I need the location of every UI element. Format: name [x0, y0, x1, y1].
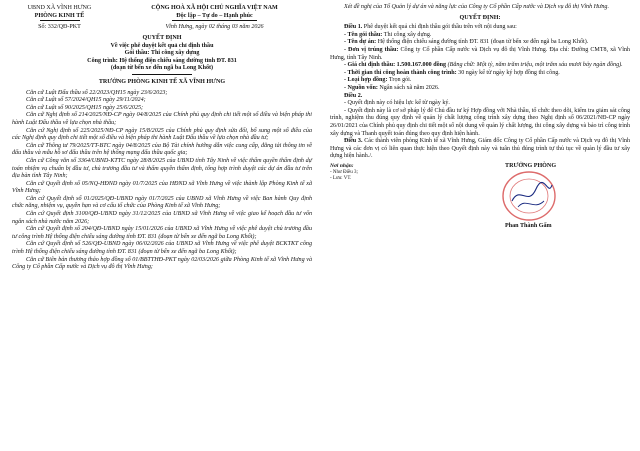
- article-1-text: Phê duyệt kết quả chỉ định thầu gói thầu trên với nội dung sau:: [362, 24, 517, 31]
- article-1-item: [330, 85, 630, 93]
- item-label: - Thời gian thi công hoàn thành công trình:: [344, 69, 457, 76]
- legal-ground-item: Căn cứ Luật Đấu thầu số 22/2023/QH15 ngày 23/6/2023;: [26, 89, 168, 96]
- document-number: Số: 332/QĐ-PKT: [38, 24, 81, 30]
- document-header: [12, 4, 312, 31]
- right-column: [330, 4, 630, 241]
- nation-title: CỘNG HOÀ XÃ HỘI CHỦ NGHĨA VIỆT NAM: [151, 5, 278, 11]
- legal-ground-item: Căn cứ Luật số 90/2025/QH15 ngày 25/6/2025;: [26, 104, 144, 111]
- official-stamp: [498, 167, 560, 225]
- recipients-heading: Nơi nhận:: [330, 162, 354, 169]
- legal-ground-item: Căn cứ Công văn số 3364/UBND-KTTC ngày 28/8/2025 của UBND tỉnh Tây Ninh về việc thẩm quyền thẩm định dự toán nhiệm vụ chuẩn bị đầu tư, chủ trương đầu tư và thẩm quyền thẩm định, tổng hợp trình duyệt các dự án đầu tư trên địa bàn tỉnh Tây Ninh;: [12, 157, 312, 180]
- item-label: - Loại hợp đồng:: [344, 77, 388, 84]
- legal-ground-item: Căn cứ Quyết định 3100/QĐ-UBND ngày 31/12/2025 của UBND xã Vĩnh Hưng về việc giao kế hoạch đầu tư vốn ngân sách nhà nước năm 2026;: [12, 211, 312, 225]
- item-label: - Nguồn vốn:: [344, 84, 378, 91]
- article-3-text: Các thành viên phòng Kinh tế xã Vĩnh Hưng, Giám đốc Công ty Cổ phần Cấp nước và Dịch vụ đô thị Vĩnh Hưng và các đơn vị có liên quan thực hiện theo Quyết định này và tuân thủ đúng trình tự thủ tục về quản lý đầu tư xây dựng hiện hành./.: [330, 138, 631, 160]
- item-label: - Tên gói thầu:: [344, 31, 383, 38]
- item-label: - Giá chỉ định thầu: 1.500.167.000 đồng: [344, 62, 447, 69]
- legal-grounds: [12, 90, 312, 272]
- item-value: Thi công xây dựng.: [382, 31, 432, 38]
- decision-subtitle-3: Công trình: Hệ thống điện chiếu sáng đường tỉnh ĐT. 831: [87, 57, 237, 64]
- item-label: - Đơn vị trúng thầu:: [344, 46, 399, 53]
- signer-title: TRƯỞNG PHÒNG: [505, 162, 557, 169]
- motto-underline: [172, 20, 257, 21]
- legal-ground-item: Căn cứ Luật số 57/2024/QH15 ngày 29/11/2024;: [26, 97, 146, 104]
- nation-motto: Độc lập – Tự do – Hạnh phúc: [176, 13, 253, 19]
- article-2-para-1: - Quyết định này có hiệu lực kể từ ngày ký.: [344, 100, 450, 107]
- legal-ground-item: Căn cứ Quyết định số 204/QĐ-UBND ngày 15/01/2026 của UBND xã Vĩnh Hưng về việc phê duyệt chủ trương đầu tư công trình Hệ thống điện chiếu sáng đường tỉnh ĐT. 831 (đoạn từ bến xe đến ngã ba Long Khốt);: [12, 226, 312, 240]
- item-value: Hệ thống điện chiếu sáng đường tỉnh ĐT. 831 (đoạn từ bến xe đến ngã ba Long Khốt).: [376, 39, 589, 46]
- article-1-lead: Điều 1.: [344, 24, 363, 31]
- decision-subtitle-4: (đoạn từ bến xe đến ngã ba Long Khốt): [110, 65, 214, 72]
- signature-block: [330, 161, 630, 241]
- item-value: (Bằng chữ: Một tỷ, năm trăm triệu, một trăm sáu mươi bảy ngàn đồng).: [446, 62, 623, 69]
- decision-subtitle-2: Gói thầu: Thi công xây dựng: [124, 50, 200, 57]
- item-value: Công ty Cổ phần Cấp nước và Dịch vụ đô thị Vĩnh Hưng. Địa chỉ: Đường CMT8, xã Vĩnh Hưng, tỉnh Tây Ninh.: [330, 46, 630, 61]
- national-header: [117, 4, 312, 31]
- article-1: [330, 24, 630, 32]
- article-1-item: [330, 39, 630, 47]
- article-1-item: [330, 77, 630, 85]
- org-underline: [40, 20, 80, 21]
- issuing-organization: [12, 4, 107, 31]
- recipient-item: - Lưu: VT.: [330, 176, 352, 182]
- decision-heading: QUYẾT ĐỊNH:: [459, 14, 501, 21]
- item-value: Ngân sách xã năm 2026.: [377, 84, 440, 91]
- recipient-item: - Như Điều 3;: [330, 170, 358, 176]
- article-3-lead: Điều 3.: [344, 138, 363, 145]
- legal-ground-item: Căn cứ Nghị định số 225/2025/NĐ-CP ngày 15/8/2025 của Chính phủ quy định sửa đổi, bổ sung một số điều của các Nghị định quy định chi tiết một số điều và biện pháp thi hành Luật Đấu thầu về lựa chọn nhà đầu tư;: [12, 127, 312, 142]
- recipients: [330, 163, 358, 183]
- legal-ground-item: Căn cứ Nghị định số 214/2025/NĐ-CP ngày 04/8/2025 của Chính phủ quy định chi tiết một số điều và biện pháp thi hành Luật Đấu thầu về lựa chọn nhà thầu;: [12, 112, 312, 126]
- legal-ground-item: Căn cứ Biên bản thương thảo hợp đồng số 01/BBTTHĐ-PKT ngày 02/03/2026 giữa Phòng Kinh tế xã Vĩnh Hưng và Công ty Cổ phần Cấp nước và Dịch vụ đô thị Vĩnh Hưng;: [12, 256, 312, 271]
- item-label: - Tên dự án:: [344, 39, 377, 46]
- place-date: Vĩnh Hưng, ngày 02 tháng 03 năm 2026: [165, 24, 264, 30]
- legal-ground-item: Căn cứ Quyết định số 526/QĐ-UBND ngày 06/02/2026 của UBND xã Vĩnh Hưng về việc phê duyệt BCKTKT công trình Hệ thống điện chiếu sáng đường tỉnh ĐT. 831 (đoạn từ bến xe đến ngã ba Long Khốt);: [12, 241, 312, 256]
- legal-ground-item: Căn cứ Thông tư 79/2025/TT-BTC ngày 04/8/2025 của Bộ Tài chính hướng dẫn việc cung cấp, đăng tải thông tin về đấu thầu và mẫu hồ sơ đấu thầu trên hệ thống mạng đấu thầu quốc gia;: [12, 142, 312, 157]
- signer-name: Phan Thành Gấm: [505, 222, 552, 229]
- decision-subtitle-1: Về việc phê duyệt kết quả chỉ định thầu: [110, 42, 214, 49]
- org-line-2: PHÒNG KINH TẾ: [34, 13, 85, 19]
- article-2-lead: Điều 2.: [344, 92, 363, 99]
- proposal-ground: Xét đề nghị của Tổ Quản lý dự án và năng lực của Công ty Cổ phần Cấp nước và Dịch vụ đô thị Vĩnh Hưng.: [344, 4, 610, 10]
- article-2-para-2: - Quyết định này là cơ sở pháp lý để Chủ đầu tư ký Hợp đồng với Nhà thầu, tổ chức theo dõi, kiểm tra giám sát công trình, nghiệm thu đúng quy định về quản lý chất lượng công trình xây dựng theo Nghị định số 06/2021/NĐ-CP ngày 26/01/2021 của Chính phủ quy định chi tiết một số nội dung về quản lý chất lượng, thi công xây dựng và bảo trì công trình xây dựng và Thanh quyết toán đúng theo quy định hiện hành.: [330, 107, 630, 137]
- left-column: [12, 0, 312, 272]
- legal-ground-item: Căn cứ Quyết định số 01/2025/QĐ-UBND ngày 01/7/2025 của UBND xã Vĩnh Hưng về việc Ban hành Quy định chức năng, nhiệm vụ, quyền hạn và cơ cấu tổ chức của Phòng Kinh tế xã Vĩnh Hưng;: [12, 195, 312, 210]
- item-value: 30 ngày kể từ ngày ký hợp đồng thi công.: [456, 69, 560, 76]
- article-1-item: [330, 62, 630, 70]
- legal-ground-item: Căn cứ Quyết định số 05/NQ-HĐND ngày 01/7/2025 của HĐND xã Vĩnh Hưng về việc thành lập Phòng Kinh tế xã Vĩnh Hưng;: [12, 180, 312, 195]
- decision-title: QUYẾT ĐỊNH: [142, 35, 182, 41]
- authority-heading: TRƯỞNG PHÒNG KINH TẾ XÃ VĨNH HƯNG: [98, 78, 226, 85]
- item-value: Trọn gói.: [387, 77, 412, 84]
- article-3: [330, 138, 630, 161]
- org-line-1: UBND XÃ VĨNH HƯNG: [27, 5, 92, 11]
- article-1-item: [330, 47, 630, 62]
